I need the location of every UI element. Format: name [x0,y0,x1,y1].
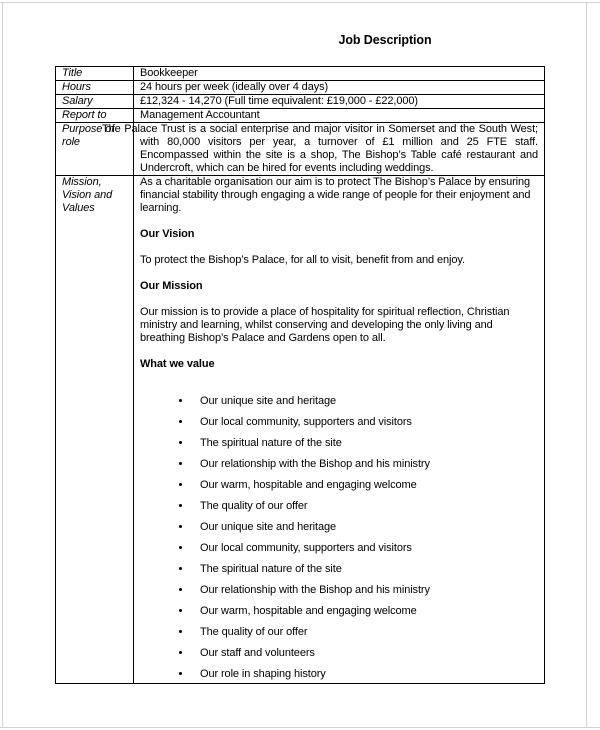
page-edge-left [2,2,3,727]
row-hours [56,81,545,95]
row-title [56,67,545,81]
page-edge-right [586,2,587,727]
mission-intro-paragraph: As a charitable organisation our aim is to protect The Bishop’s Palace by ensuring financial stability through engaging a wide range of people for their enjoyment and learning. [140,176,531,214]
row-mission-vision-values [56,176,545,684]
row-purpose-label: Purpose of role [56,123,134,176]
list-item: • The quality of our offer [192,500,538,513]
list-item: • Our relationship with the Bishop and his ministry [192,584,538,597]
values-bullet-list [140,395,538,681]
list-item: • Our unique site and heritage [192,395,538,408]
list-item: • Our relationship with the Bishop and his ministry [192,458,538,471]
list-item: • Our unique site and heritage [192,521,538,534]
row-report-to-label: Report to [56,109,134,123]
vision-paragraph: To protect the Bishop’s Palace, for all to visit, benefit from and enjoy. [140,254,465,266]
row-hours-value: 24 hours per week (ideally over 4 days) [134,81,545,95]
row-salary-value: £12,324 - 14,270 (Full time equivalent: £19,000 - £22,000) [134,95,545,109]
row-purpose-value: The Palace Trust is a social enterprise and major visitor in Somerset and the South West; with 80,000 visitors per year, a turnover of £1 million and 25 FTE staff. Encompassed within the site is a shop, The Bishop’s Table café restaurant and Undercroft, which can be hired for events including weddings. [134,123,545,176]
list-item: • Our staff and volunteers [192,647,538,660]
row-title-label: Title [56,67,134,81]
list-item: • Our warm, hospitable and engaging welcome [192,605,538,618]
values-heading: What we value [140,358,215,370]
list-item: • Our local community, supporters and visitors [192,542,538,555]
list-item: • Our local community, supporters and visitors [192,416,538,429]
list-item: • The spiritual nature of the site [192,563,538,576]
row-mission-content [134,176,545,684]
page-edge-top [0,2,600,3]
row-purpose-of-role [56,123,545,176]
list-item: • The spiritual nature of the site [192,437,538,450]
list-item: • Our warm, hospitable and engaging welcome [192,479,538,492]
list-item: • The quality of our offer [192,626,538,639]
vision-heading: Our Vision [140,228,195,240]
row-report-to [56,109,545,123]
mission-heading: Our Mission [140,280,203,292]
row-salary [56,95,545,109]
row-mission-label: Mission, Vision and Values [56,176,134,684]
row-report-to-value: Management Accountant [134,109,545,123]
row-title-value: Bookkeeper [134,67,545,81]
page-edge-bottom [0,727,600,728]
job-description-table [55,66,545,684]
document-title: Job Description [338,33,432,47]
row-hours-label: Hours [56,81,134,95]
mission-paragraph: Our mission is to provide a place of hospitality for spiritual reflection, Christian ministry and learning, whilst conserving and developing the only living and breathing Bishop’s Palace and Gardens open to all. [140,306,510,344]
list-item: • Our role in shaping history [192,668,538,681]
row-salary-label: Salary [56,95,134,109]
